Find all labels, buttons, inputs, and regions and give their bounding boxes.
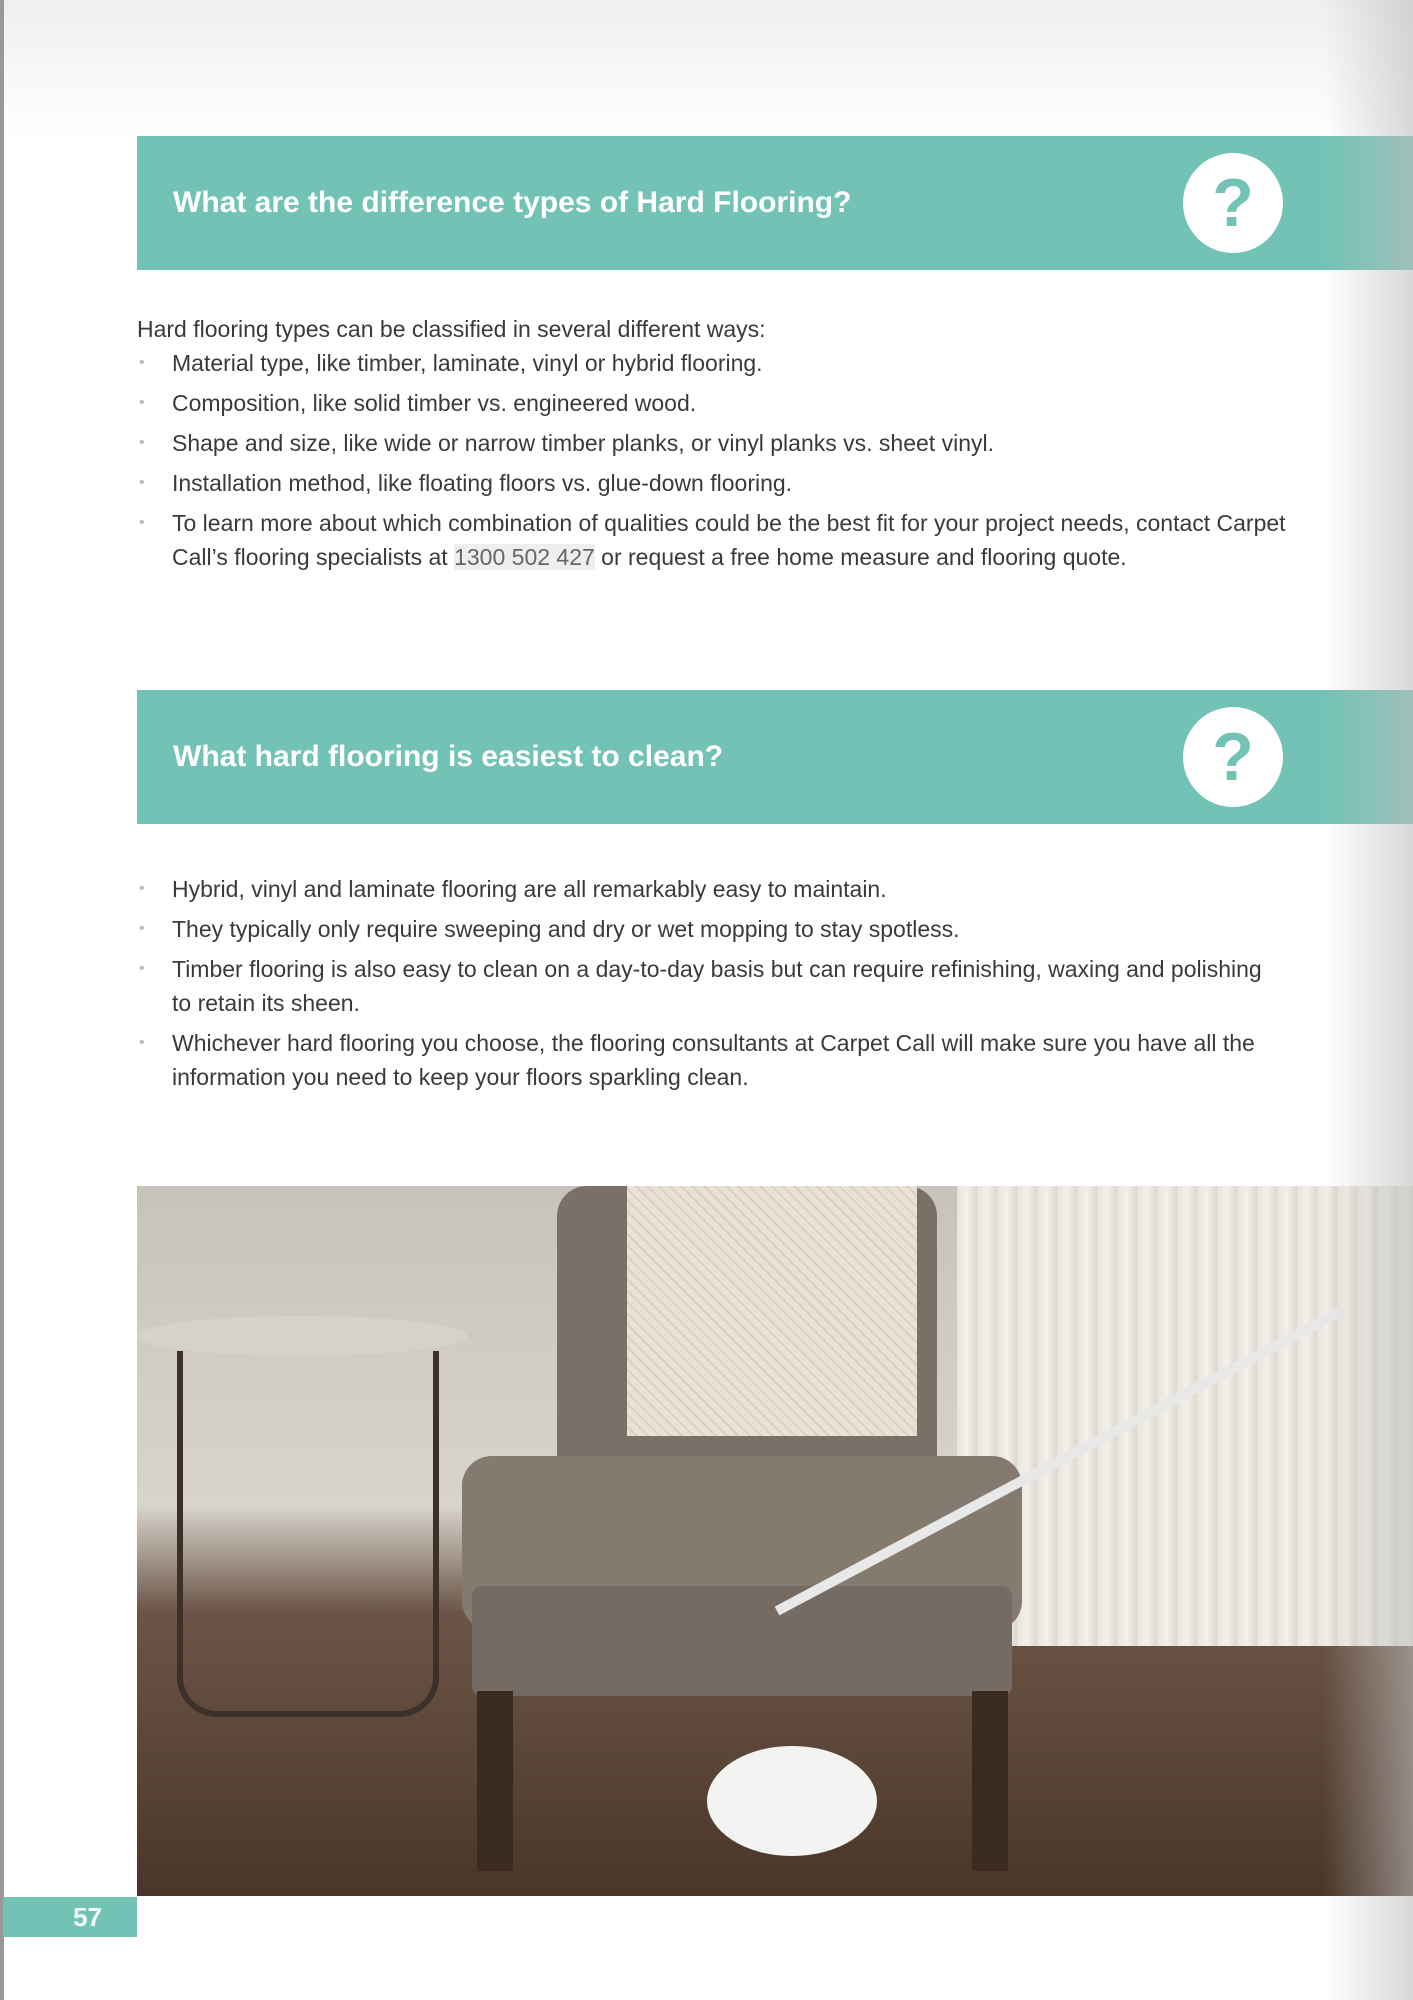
phone-number-link[interactable]: 1300 502 427 (454, 544, 595, 570)
list-item: • Installation method, like floating floors vs. glue-down flooring. (137, 466, 1287, 500)
photo-armchair-mop (137, 1186, 1413, 1896)
section-1-body (137, 312, 1287, 580)
list-item: • Whichever hard flooring you choose, the flooring consultants at Carpet Call will make sure you have all the information you need to keep your floors sparkling clean. (137, 1026, 1287, 1094)
list-item: • Material type, like timber, laminate, vinyl or hybrid flooring. (137, 346, 1287, 380)
page-number-tab (3, 1897, 137, 1937)
list-item: • Timber flooring is also easy to clean on a day-to-day basis but can require refinishing, waxing and polishing to retain its sheen. (137, 952, 1287, 1020)
side-table-legs (177, 1351, 439, 1717)
page-edge (0, 0, 4, 2000)
contact-text-end: or request a free home measure and flooring quote. (594, 544, 1127, 570)
curtain (957, 1186, 1413, 1646)
section-1-intro: Hard flooring types can be classified in several different ways: (137, 316, 766, 342)
section-2-banner (137, 690, 1413, 824)
section-2-title: What hard flooring is easiest to clean? (173, 740, 724, 773)
chair-leg (477, 1691, 513, 1871)
list-item (137, 506, 1287, 574)
page-number: 57 (73, 1901, 102, 1932)
side-table (137, 1316, 467, 1356)
list-item: • Hybrid, vinyl and laminate flooring are all remarkably easy to maintain. (137, 872, 1287, 906)
section-1-banner (137, 136, 1413, 270)
contact-text: To learn more about which combination of qualities could be the best fit for your project needs, contact Carpet Call’s flooring specialists at (172, 510, 1286, 570)
armchair-base (472, 1586, 1012, 1696)
page-top-shade (0, 0, 1413, 140)
cushion (627, 1186, 917, 1436)
question-mark-icon: ? (1183, 707, 1283, 807)
list-item: • They typically only require sweeping and dry or wet mopping to stay spotless. (137, 912, 1287, 946)
list-item: • Composition, like solid timber vs. engineered wood. (137, 386, 1287, 420)
chair-leg (972, 1691, 1008, 1871)
question-mark-icon: ? (1183, 153, 1283, 253)
list-item: • Shape and size, like wide or narrow timber planks, or vinyl planks vs. sheet vinyl. (137, 426, 1287, 460)
spin-mop (707, 1746, 877, 1856)
section-2-body (137, 872, 1287, 1100)
section-1-title: What are the difference types of Hard Flooring? (173, 186, 852, 219)
